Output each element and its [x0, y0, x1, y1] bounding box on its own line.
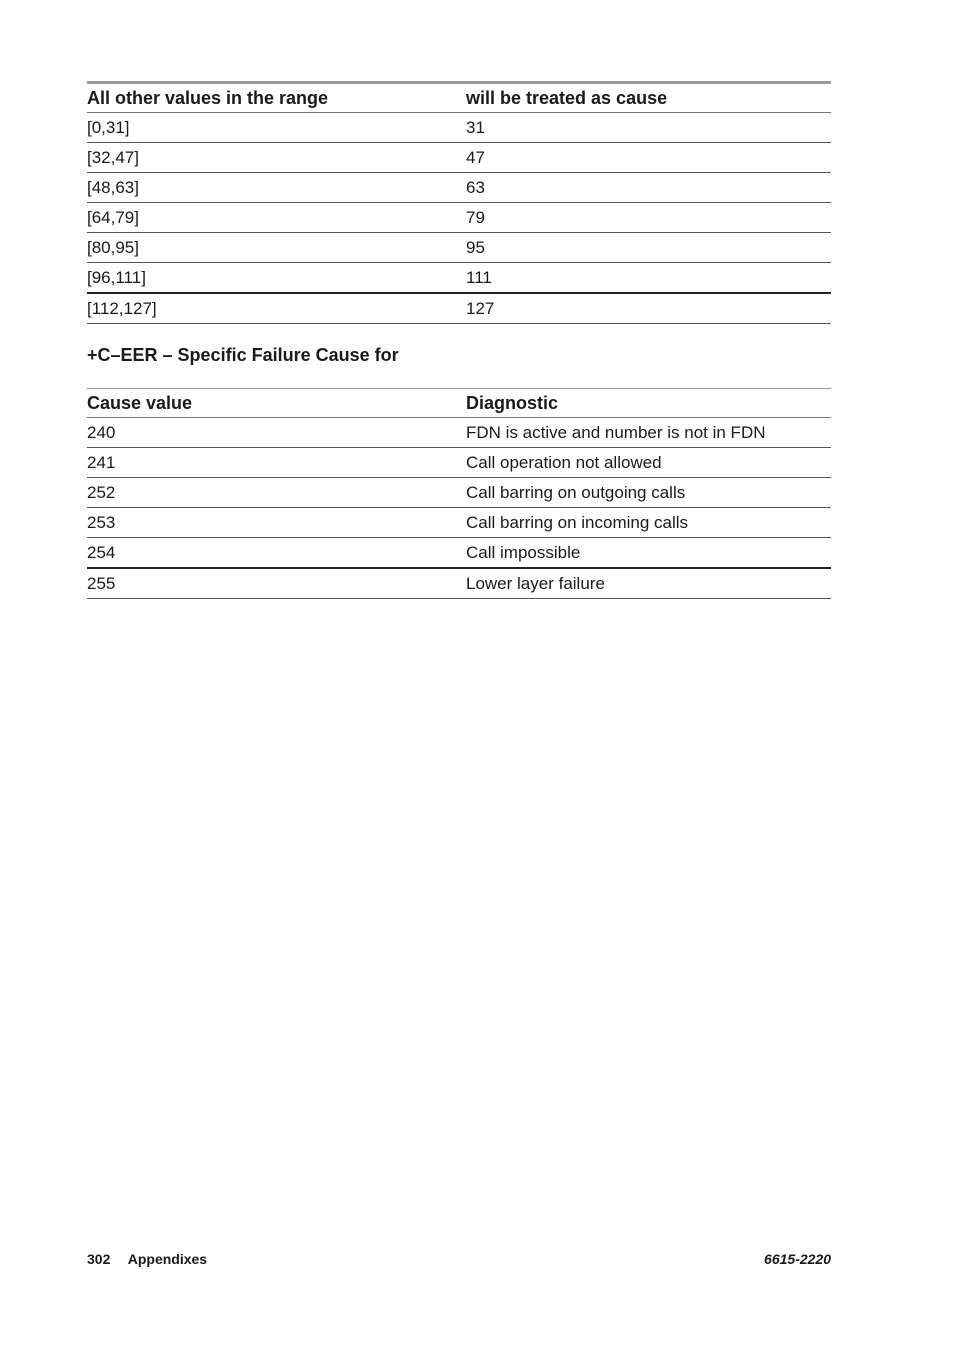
diagnostic-cell: Call barring on outgoing calls — [466, 478, 831, 508]
document-number: 6615-2220 — [764, 1251, 831, 1267]
range-cell: [96,111] — [87, 263, 466, 294]
table-row — [87, 233, 831, 263]
range-cell: [112,127] — [87, 293, 466, 324]
cause-value-cell: 240 — [87, 418, 466, 448]
cause-cell: 111 — [466, 263, 831, 294]
cause-cell: 95 — [466, 233, 831, 263]
range-cell: [0,31] — [87, 113, 466, 143]
table-row — [87, 173, 831, 203]
table-row — [87, 418, 831, 448]
range-cell: [80,95] — [87, 233, 466, 263]
cause-value-cell: 253 — [87, 508, 466, 538]
range-cell: [48,63] — [87, 173, 466, 203]
table-row — [87, 143, 831, 173]
cause-diagnostic-table — [87, 388, 831, 599]
diagnostic-cell: Call impossible — [466, 538, 831, 569]
footer-left — [87, 1251, 207, 1267]
footer-section-title: Appendixes — [127, 1251, 208, 1267]
section-heading: +C–EER – Specific Failure Cause for — [87, 345, 399, 365]
page-number: 302 — [87, 1251, 111, 1267]
diagnostic-cell: Call operation not allowed — [466, 448, 831, 478]
diagnostic-cell: Call barring on incoming calls — [466, 508, 831, 538]
table-row — [87, 478, 831, 508]
table-header-row — [87, 389, 831, 418]
cause-value-cell: 252 — [87, 478, 466, 508]
table-row — [87, 508, 831, 538]
table-row — [87, 568, 831, 599]
column-header-diagnostic: Diagnostic — [466, 389, 831, 418]
cause-cell: 63 — [466, 173, 831, 203]
column-header-cause-value: Cause value — [87, 389, 466, 418]
diagnostic-cell: Lower layer failure — [466, 568, 831, 599]
table-row — [87, 113, 831, 143]
cause-value-cell: 254 — [87, 538, 466, 569]
cause-cell: 127 — [466, 293, 831, 324]
diagnostic-cell: FDN is active and number is not in FDN — [466, 418, 831, 448]
cause-cell: 79 — [466, 203, 831, 233]
cause-cell: 31 — [466, 113, 831, 143]
cause-value-cell: 255 — [87, 568, 466, 599]
range-cause-table — [87, 81, 831, 324]
table-header-row — [87, 83, 831, 113]
cause-value-cell: 241 — [87, 448, 466, 478]
column-header-range: All other values in the range — [87, 83, 466, 113]
table-row — [87, 203, 831, 233]
cause-cell: 47 — [466, 143, 831, 173]
table-row — [87, 293, 831, 324]
table-row — [87, 538, 831, 569]
range-cell: [32,47] — [87, 143, 466, 173]
table-row — [87, 263, 831, 294]
table-row — [87, 448, 831, 478]
column-header-cause: will be treated as cause — [466, 83, 831, 113]
range-cell: [64,79] — [87, 203, 466, 233]
